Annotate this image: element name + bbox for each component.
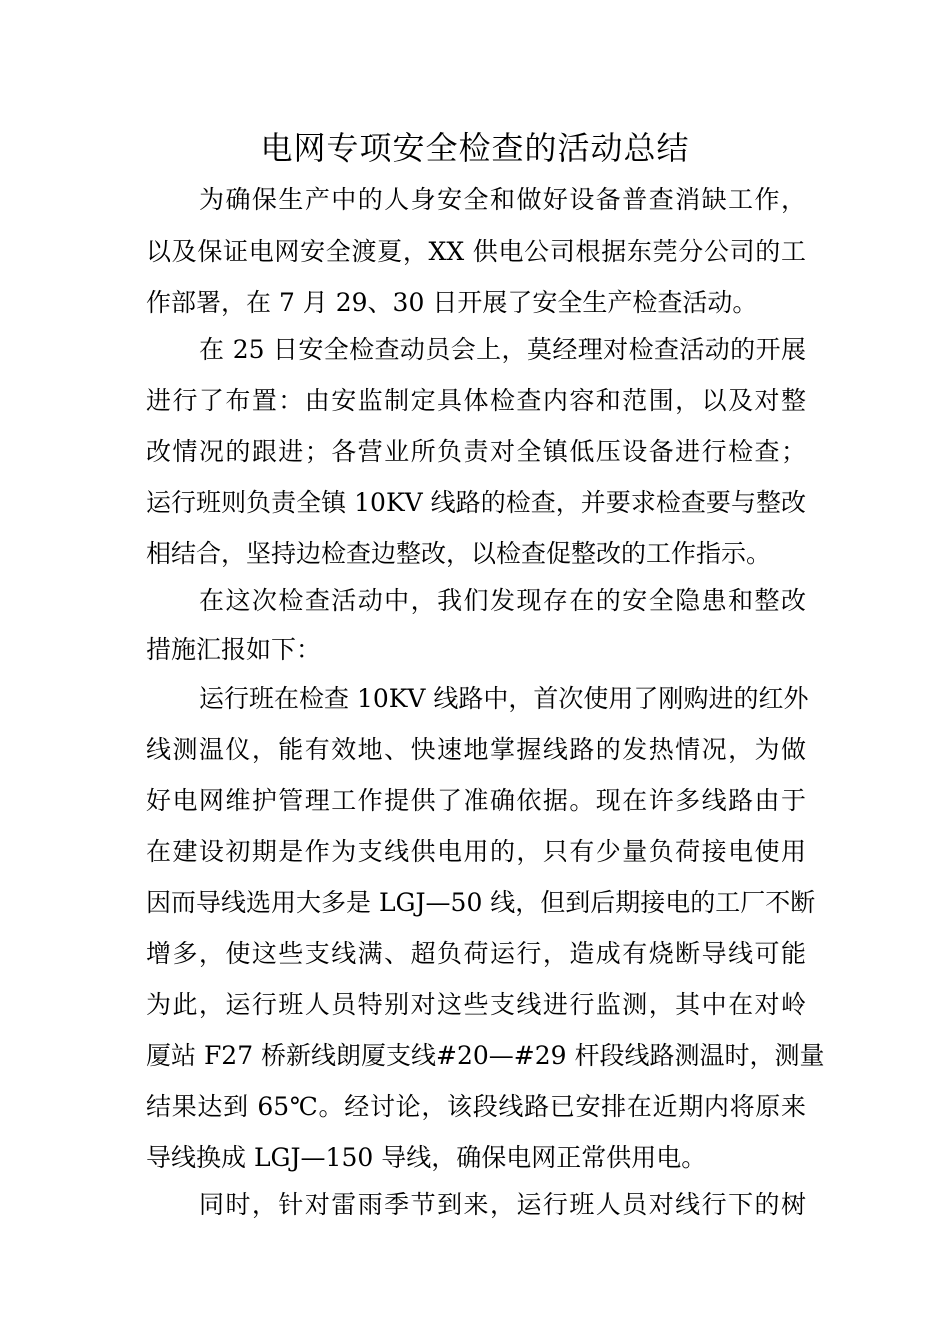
paragraph-4-line-10: 导线换成 LGJ—150 导线，确保电网正常供用电。 [146,1143,707,1172]
paragraph-4-line-9: 结果达到 65℃。经讨论，该段线路已安排在近期内将原来 [146,1092,806,1121]
paragraph-5-line-1: 同时，针对雷雨季节到来，运行班人员对线行下的树 [199,1190,806,1219]
paragraph-1-line-3: 作部署，在 7 月 29、30 日开展了安全生产检查活动。 [146,288,758,317]
paragraph-4-line-5: 因而导线选用大多是 LGJ—50 线，但到后期接电的工厂不断 [146,888,816,917]
paragraph-2-line-4: 运行班则负责全镇 10KV 线路的检查，并要求检查要与整改 [146,488,806,517]
paragraph-4-line-4: 在建设初期是作为支线供电用的，只有少量负荷接电使用 [146,837,806,866]
paragraph-2-line-3: 改情况的跟进；各营业所负责对全镇低压设备进行检查； [146,437,806,466]
paragraph-4-line-7: 为此，运行班人员特别对这些支线进行监测，其中在对岭 [146,990,806,1019]
paragraph-1-line-1: 为确保生产中的人身安全和做好设备普查消缺工作， [199,185,806,214]
paragraph-4-line-2: 线测温仪，能有效地、快速地掌握线路的发热情况，为做 [146,735,806,764]
paragraph-4-line-3: 好电网维护管理工作提供了准确依据。现在许多线路由于 [146,786,806,815]
paragraph-4-line-1: 运行班在检查 10KV 线路中，首次使用了刚购进的红外 [199,684,809,713]
paragraph-2-line-5: 相结合，坚持边检查边整改，以检查促整改的工作指示。 [146,539,772,568]
paragraph-1-line-2: 以及保证电网安全渡夏，XX 供电公司根据东莞分公司的工 [146,237,806,266]
paragraph-2-line-2: 进行了布置：由安监制定具体检查内容和范围，以及对整 [146,386,806,415]
document-title: 电网专项安全检查的活动总结 [260,129,690,167]
paragraph-2-line-1: 在 25 日安全检查动员会上，莫经理对检查活动的开展 [199,335,806,364]
paragraph-3-line-2: 措施汇报如下： [146,635,322,664]
paragraph-4-line-6: 增多，使这些支线满、超负荷运行，造成有烧断导线可能 [146,939,806,968]
paragraph-4-line-8: 厦站 F27 桥新线朗厦支线#20—#29 杆段线路测温时，测量 [146,1041,825,1070]
paragraph-3-line-1: 在这次检查活动中，我们发现存在的安全隐患和整改 [199,586,806,615]
